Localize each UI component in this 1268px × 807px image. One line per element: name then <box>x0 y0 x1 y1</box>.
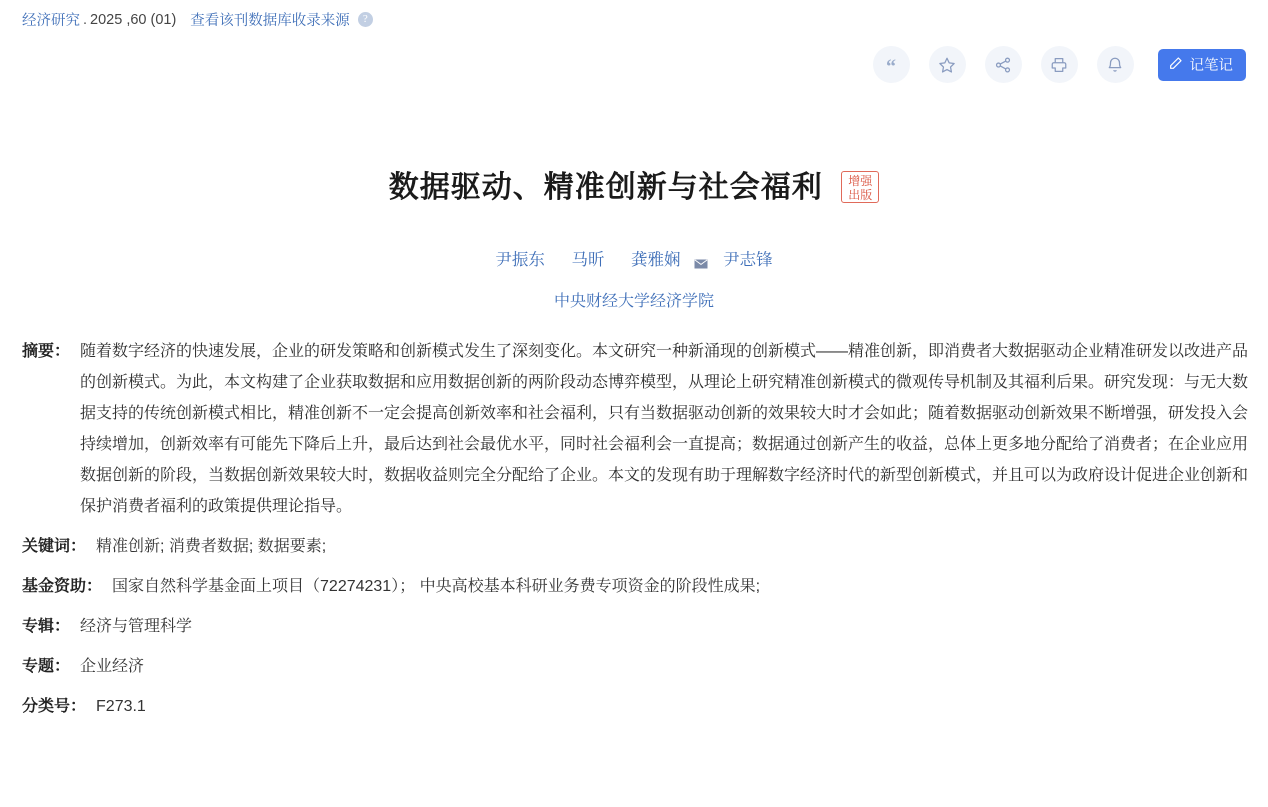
share-icon <box>994 56 1012 74</box>
envelope-icon[interactable] <box>694 255 708 265</box>
quote-icon: “ <box>886 55 896 78</box>
author-list <box>0 246 1268 270</box>
fund-row <box>22 572 1262 602</box>
star-icon <box>938 56 956 74</box>
abstract-row <box>22 336 1262 522</box>
clc-label: 分类号： <box>22 698 87 715</box>
question-mark-icon[interactable]: ? <box>358 12 373 27</box>
author-link[interactable]: 尹振东 <box>495 251 545 269</box>
series-row <box>22 612 1262 642</box>
series-value[interactable]: 经济与管理科学 <box>80 618 193 635</box>
take-note-label: 记笔记 <box>1189 58 1233 74</box>
bell-icon <box>1106 56 1124 74</box>
breadcrumb-source-link[interactable]: 查看该刊数据库收录来源 <box>190 13 350 29</box>
series-label: 专辑： <box>22 618 71 635</box>
badge-line-1: 增强 <box>848 174 873 189</box>
author-link[interactable]: 龚雅娴 <box>631 251 681 269</box>
article-metadata <box>22 336 1262 732</box>
article-toolbar <box>873 46 1247 83</box>
title-block <box>0 142 1268 226</box>
quote-button[interactable] <box>873 46 910 83</box>
fund-value[interactable]: 国家自然科学基金面上项目（72274231）； 中央高校基本科研业务费专项资金的阶段性成果; <box>112 578 761 595</box>
abstract-label: 摘要： <box>22 343 71 360</box>
alert-button[interactable] <box>1097 46 1134 83</box>
enhanced-publication-badge <box>841 171 879 203</box>
take-note-button[interactable] <box>1158 49 1247 81</box>
fund-label: 基金资助： <box>22 578 103 595</box>
badge-line-2: 出版 <box>848 188 873 203</box>
print-icon <box>1050 56 1068 74</box>
share-button[interactable] <box>985 46 1022 83</box>
breadcrumb-separator: . <box>83 11 88 28</box>
pencil-icon <box>1168 55 1184 75</box>
favorite-button[interactable] <box>929 46 966 83</box>
keywords-label: 关键词： <box>22 538 87 555</box>
author-link[interactable]: 马昕 <box>571 251 605 269</box>
author-link[interactable]: 尹志锋 <box>723 251 773 269</box>
keywords-row <box>22 532 1262 562</box>
affiliation[interactable]: 中央财经大学经济学院 <box>553 293 714 310</box>
clc-row <box>22 692 1262 722</box>
clc-value[interactable]: F273.1 <box>96 698 146 715</box>
keywords-value[interactable]: 精准创新; 消费者数据; 数据要素; <box>96 538 327 555</box>
breadcrumb-journal[interactable]: 经济研究 <box>22 13 80 29</box>
topic-label: 专题： <box>22 658 71 675</box>
breadcrumb <box>22 9 373 30</box>
breadcrumb-issue: 2025 ,60 (01) <box>90 11 177 28</box>
topic-value[interactable]: 企业经济 <box>80 658 145 675</box>
topic-row <box>22 652 1262 682</box>
print-button[interactable] <box>1041 46 1078 83</box>
page-title: 数据驱动、精准创新与社会福利 <box>388 171 823 205</box>
abstract-text: 随着数字经济的快速发展，企业的研发策略和创新模式发生了深刻变化。本文研究一种新涌现的创新模式——精准创新，即消费者大数据驱动企业精准研发以改进产品的创新模式。为此，本文构建了企业获取数据和应用数据创新的两阶段动态博弈模型，从理论上研究精准创新模式的微观传导机制及其福利后果。研究发现：与无大数据支持的传统创新模式相比，精准创新不一定会提高创新效率和社会福利，只有当数据驱动创新的效果较大时才会如此；随着数据驱动创新效果不断增强，研发投入会持续增加，创新效率有可能先下降后上升，最后达到社会最优水平，同时社会福利会一直提高；数据通过创新产生的收益，总体上更多地分配给了消费者；在企业应用数据创新的阶段，当数据创新效果较大时，数据收益则完全分配给了企业。本文的发现有助于理解数字经济时代的新型创新模式，并且可以为政府设计促进企业创新和保护消费者福利的政策提供理论指导。 <box>80 343 1249 515</box>
